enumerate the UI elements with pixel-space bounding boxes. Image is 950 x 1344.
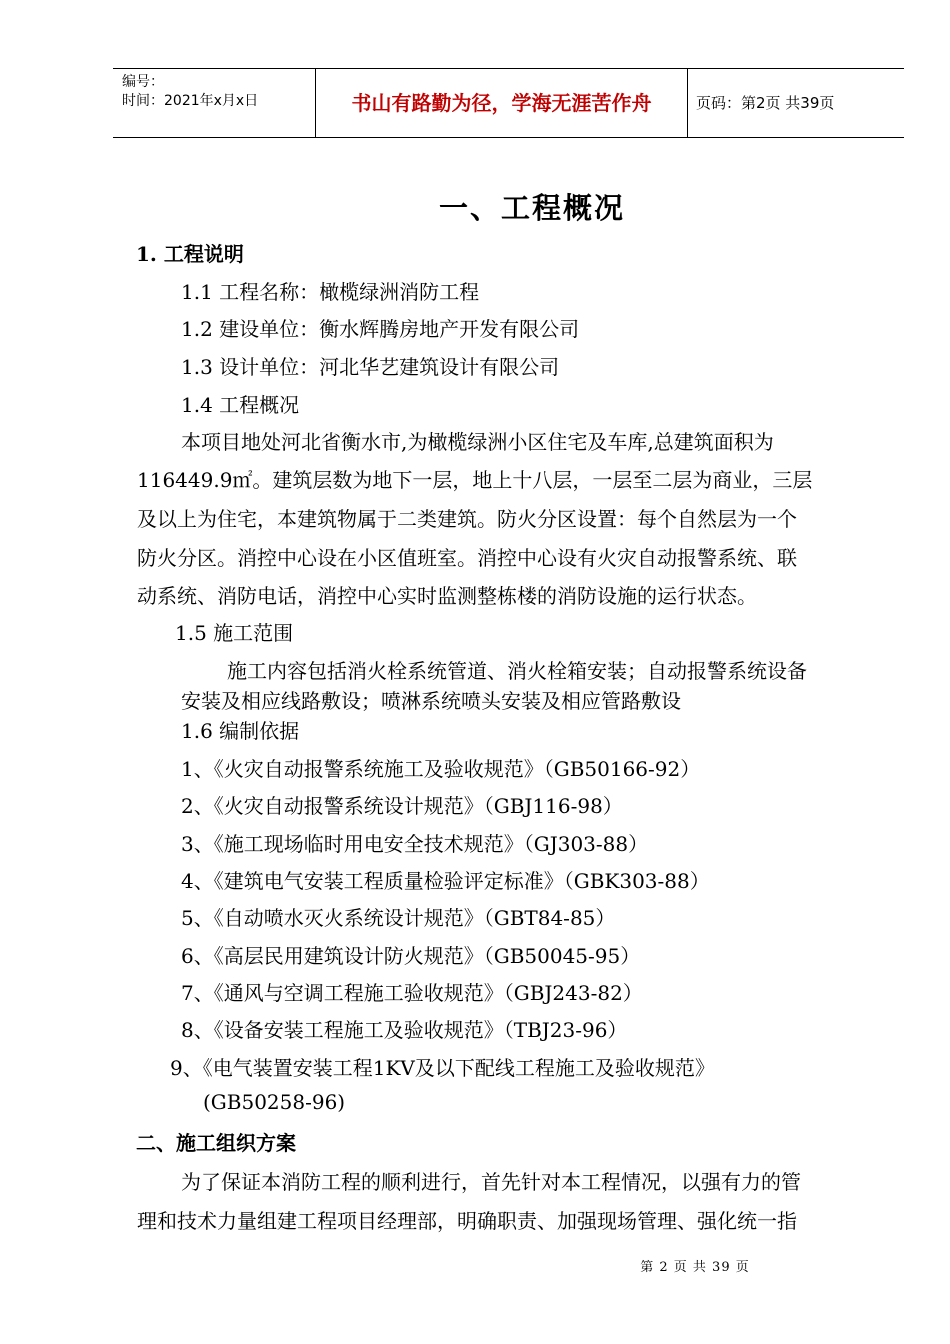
overview-line: 116449.9㎡。建筑层数为地下一层，地上十八层，一层至二层为商业，三层	[137, 468, 813, 492]
reference-item: 2、《火灾自动报警系统设计规范》（GBJ116-98）	[181, 794, 623, 818]
construction-unit: 1.2 建设单位：衡水辉腾房地产开发有限公司	[181, 317, 580, 341]
page-footer: 第 2 页 共 39 页	[640, 1260, 750, 1275]
reference-item: 1、《火灾自动报警系统施工及验收规范》（GB50166-92）	[181, 757, 701, 781]
scope-line: 施工内容包括消火栓系统管道、消火栓箱安装；自动报警系统设备	[227, 659, 807, 683]
design-unit: 1.3 设计单位：河北华艺建筑设计有限公司	[181, 355, 560, 379]
section-heading-2: 二、施工组织方案	[136, 1131, 296, 1155]
reference-item: 6、《高层民用建筑设计防火规范》（GB50045-95）	[181, 944, 641, 968]
body-line: 理和技术力量组建工程项目经理部，明确职责、加强现场管理、强化统一指	[137, 1209, 797, 1233]
page-title: 一、工程概况	[438, 191, 625, 225]
header-page-info: 页码：第2页 共39页	[696, 94, 835, 112]
scope-heading: 1.5 施工范围	[175, 621, 294, 645]
scope-line: 安装及相应线路敷设；喷淋系统喷头安装及相应管路敷设	[181, 689, 681, 713]
reference-item: 8、《设备安装工程施工及验收规范》（TBJ23-96）	[181, 1018, 628, 1042]
overview-line: 防火分区。消控中心设在小区值班室。消控中心设有火灾自动报警系统、联	[137, 546, 797, 570]
reference-item: 3、《施工现场临时用电安全技术规范》（GJ303-88）	[181, 832, 649, 856]
section-heading-1: 1. 工程说明	[136, 242, 244, 266]
header-table	[113, 68, 904, 138]
basis-heading: 1.6 编制依据	[181, 719, 300, 743]
overview-line: 及以上为住宅，本建筑物属于二类建筑。防火分区设置：每个自然层为一个	[137, 507, 797, 531]
overview-heading: 1.4 工程概况	[181, 393, 300, 417]
reference-code: (GB50258-96)	[203, 1090, 346, 1114]
document-number-label: 编号：	[122, 74, 164, 90]
overview-line: 动系统、消防电话，消控中心实时监测整栋楼的消防设施的运行状态。	[137, 584, 757, 608]
body-line: 为了保证本消防工程的顺利进行，首先针对本工程情况，以强有力的管	[181, 1170, 801, 1194]
reference-item: 5、《自动喷水灭火系统设计规范》（GBT84-85）	[181, 906, 616, 930]
project-name: 1.1 工程名称：橄榄绿洲消防工程	[181, 280, 480, 304]
reference-item: 7、《通风与空调工程施工验收规范》（GBJ243-82）	[181, 981, 643, 1005]
header-meta	[113, 69, 315, 137]
reference-item: 9、《电气装置安装工程1KV及以下配线工程施工及验收规范》	[170, 1056, 715, 1080]
overview-line: 本项目地处河北省衡水市,为橄榄绿洲小区住宅及车库,总建筑面积为	[181, 430, 774, 454]
reference-item: 4、《建筑电气安装工程质量检验评定标准》（GBK303-88）	[181, 869, 710, 893]
document-date-label: 时间：2021年x月x日	[122, 93, 259, 109]
header-motto: 书山有路勤为径，学海无涯苦作舟	[315, 69, 688, 137]
